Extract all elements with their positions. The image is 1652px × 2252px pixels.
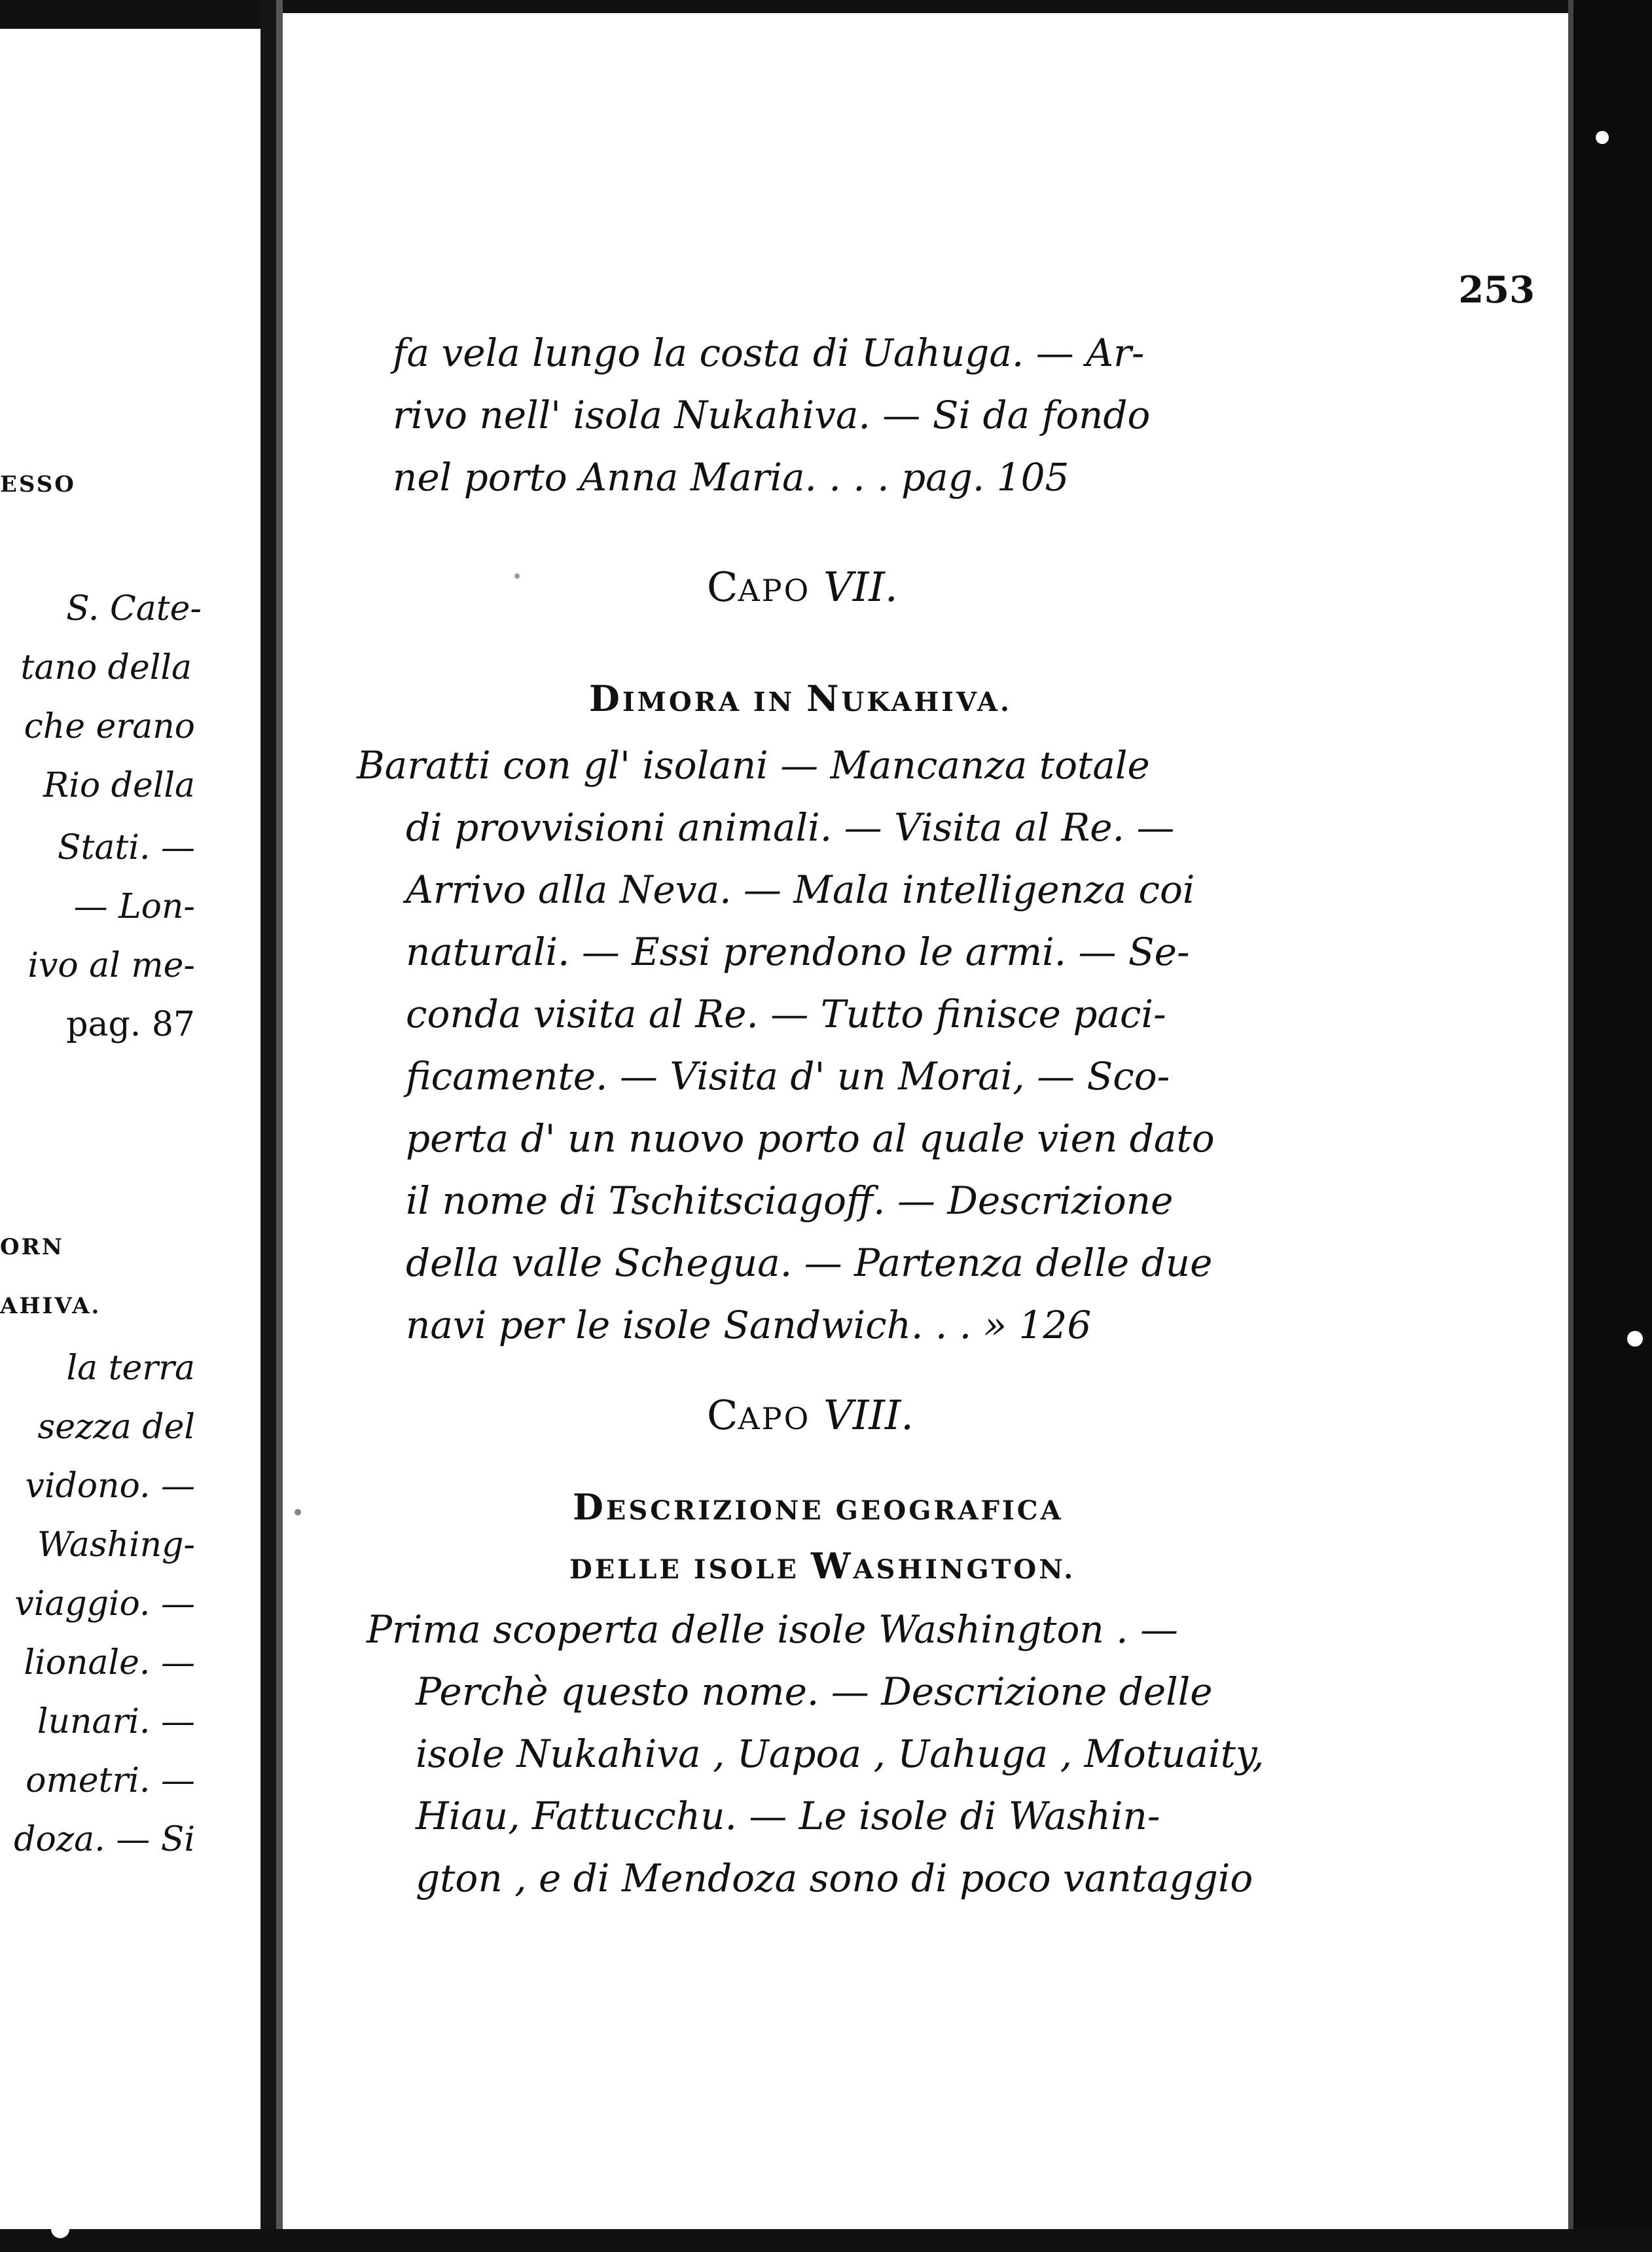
heading-initial: D bbox=[589, 678, 622, 719]
right-edge-shadow bbox=[1573, 0, 1652, 2252]
heading-rest: IMORA IN bbox=[622, 687, 807, 717]
left-page-line: lionale. — bbox=[24, 1643, 195, 1682]
summary-line: Baratti con gl' isolani — Mancanza totale bbox=[357, 743, 1150, 788]
left-page-line: — Lon- bbox=[73, 887, 195, 926]
summary-line: perta d' un nuovo porto al quale vien dato bbox=[406, 1116, 1215, 1161]
left-page-line: vidono. — bbox=[25, 1466, 195, 1506]
page-253 bbox=[275, 26, 1571, 2239]
heading-initial: W bbox=[810, 1545, 853, 1587]
summary-line: Prima scoperta delle isole Washington . — bbox=[367, 1607, 1179, 1652]
left-page-line: lunari. — bbox=[37, 1702, 195, 1741]
summary-line: rivo nell' isola Nukahiva. — Si da fondo bbox=[393, 393, 1151, 437]
left-page-line: sezza del bbox=[37, 1408, 195, 1447]
left-page-line: pag. 87 bbox=[66, 1005, 195, 1044]
left-page-line: Rio della bbox=[43, 766, 195, 805]
left-page-fragment bbox=[0, 0, 260, 2252]
summary-line: gton , e di Mendoza sono di poco vantaggio bbox=[416, 1856, 1253, 1900]
left-page-line: doza. — Si bbox=[14, 1820, 195, 1859]
summary-line: isole Nukahiva , Uapoa , Uahuga , Motuaity, bbox=[416, 1732, 1265, 1776]
summary-line: nel porto Anna Maria. . . . pag. 105 bbox=[393, 455, 1069, 499]
speck bbox=[1627, 1331, 1643, 1347]
summary-line: Arrivo alla Neva. — Mala intelligenza coi bbox=[406, 867, 1195, 912]
chapter-number: VIII. bbox=[823, 1391, 914, 1439]
left-page-line: ORN bbox=[0, 1234, 64, 1260]
chapter-title-initial: C bbox=[707, 563, 738, 611]
left-page-line: viaggio. — bbox=[14, 1584, 195, 1624]
left-page-line: che erano bbox=[24, 707, 195, 746]
summary-line: ficamente. — Visita d' un Morai, — Sco- bbox=[406, 1054, 1170, 1099]
chapter-title-rest: APO bbox=[738, 1401, 811, 1436]
heading-initial: N bbox=[806, 678, 842, 719]
left-page-line: ESSO bbox=[0, 471, 76, 498]
left-page-line: ometri. — bbox=[26, 1761, 195, 1800]
chapter-8-heading-line-2 bbox=[569, 1545, 1075, 1587]
chapter-number: VII. bbox=[823, 563, 898, 611]
gutter-shadow bbox=[260, 0, 276, 2252]
summary-line: navi per le isole Sandwich. . . » 126 bbox=[406, 1303, 1092, 1347]
heading-initial: D bbox=[573, 1486, 606, 1528]
summary-line: naturali. — Essi prendono le armi. — Se- bbox=[406, 930, 1190, 974]
left-page-line: tano della bbox=[20, 648, 192, 687]
heading-rest: ESCRIZIONE GEOGRAFICA bbox=[605, 1495, 1064, 1526]
summary-line: conda visita al Re. — Tutto finisce paci- bbox=[406, 992, 1166, 1036]
summary-line: Hiau, Fattucchu. — Le isole di Washin- bbox=[416, 1794, 1160, 1838]
summary-line: fa vela lungo la costa di Uahuga. — Ar- bbox=[393, 331, 1145, 375]
left-page-line: la terra bbox=[66, 1349, 195, 1388]
heading-rest: ASHINGTON. bbox=[853, 1554, 1076, 1585]
chapter-7-heading bbox=[589, 678, 1012, 719]
chapter-8-heading-line-1 bbox=[573, 1486, 1064, 1528]
summary-line: di provvisioni animali. — Visita al Re. — bbox=[406, 805, 1175, 850]
summary-line: Perchè questo nome. — Descrizione delle bbox=[416, 1669, 1213, 1714]
summary-line: il nome di Tschitsciagoff. — Descrizione bbox=[406, 1178, 1174, 1223]
speck bbox=[1596, 131, 1609, 144]
left-page-line: AHIVA. bbox=[0, 1293, 101, 1319]
chapter-8-title bbox=[707, 1391, 914, 1439]
summary-line: della valle Schegua. — Partenza delle due bbox=[406, 1241, 1213, 1285]
heading-rest: UKAHIVA. bbox=[841, 687, 1012, 717]
chapter-title-initial: C bbox=[707, 1391, 738, 1439]
left-page-line: ivo al me- bbox=[27, 946, 195, 985]
left-page-line: Stati. — bbox=[57, 828, 195, 867]
chapter-title-rest: APO bbox=[738, 573, 811, 608]
heading-rest: DELLE ISOLE bbox=[569, 1554, 811, 1585]
chapter-7-title bbox=[707, 563, 898, 611]
left-page-line: Washing- bbox=[37, 1525, 195, 1565]
page-number: 253 bbox=[1458, 268, 1535, 312]
left-page-line: S. Cate- bbox=[66, 589, 202, 628]
